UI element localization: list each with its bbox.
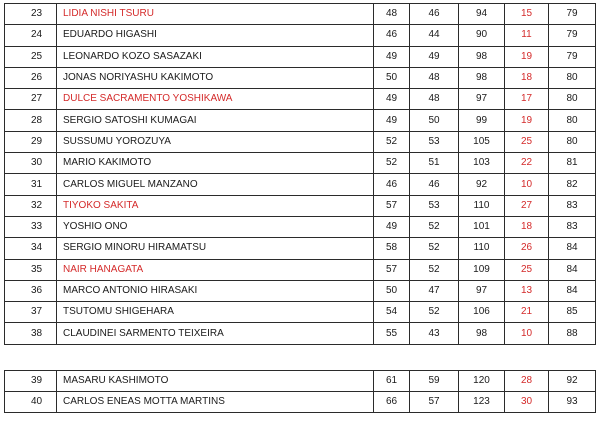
table-row bbox=[5, 216, 596, 237]
handicap-cell: 30 bbox=[505, 392, 549, 413]
score-round-1-cell: 52 bbox=[374, 131, 410, 152]
player-name-cell: TIYOKO SAKITA bbox=[57, 195, 374, 216]
total-gross-cell: 101 bbox=[459, 216, 505, 237]
score-round-2-cell: 52 bbox=[410, 259, 459, 280]
table-row bbox=[5, 371, 596, 392]
total-gross-cell: 106 bbox=[459, 302, 505, 323]
player-name-cell: NAIR HANAGATA bbox=[57, 259, 374, 280]
position-cell: 33 bbox=[5, 216, 57, 237]
total-gross-cell: 98 bbox=[459, 67, 505, 88]
player-name-cell: SUSSUMU YOROZUYA bbox=[57, 131, 374, 152]
handicap-cell: 26 bbox=[505, 238, 549, 259]
table-row bbox=[5, 25, 596, 46]
score-round-2-cell: 47 bbox=[410, 280, 459, 301]
score-round-2-cell: 48 bbox=[410, 67, 459, 88]
score-round-1-cell: 46 bbox=[374, 174, 410, 195]
handicap-cell: 17 bbox=[505, 89, 549, 110]
score-round-2-cell: 52 bbox=[410, 238, 459, 259]
player-name-cell: YOSHIO ONO bbox=[57, 216, 374, 237]
total-gross-cell: 98 bbox=[459, 46, 505, 67]
handicap-cell: 13 bbox=[505, 280, 549, 301]
handicap-cell: 21 bbox=[505, 302, 549, 323]
net-score-cell: 79 bbox=[549, 46, 596, 67]
score-round-2-cell: 48 bbox=[410, 89, 459, 110]
score-round-1-cell: 48 bbox=[374, 4, 410, 25]
player-name-cell: MASARU KASHIMOTO bbox=[57, 371, 374, 392]
position-cell: 29 bbox=[5, 131, 57, 152]
table-row bbox=[5, 46, 596, 67]
player-name-cell: LIDIA NISHI TSURU bbox=[57, 4, 374, 25]
net-score-cell: 80 bbox=[549, 110, 596, 131]
table-row bbox=[5, 323, 596, 344]
position-cell: 23 bbox=[5, 4, 57, 25]
table-row bbox=[5, 131, 596, 152]
score-round-2-cell: 51 bbox=[410, 153, 459, 174]
net-score-cell: 83 bbox=[549, 216, 596, 237]
results-table-main bbox=[4, 3, 596, 345]
position-cell: 27 bbox=[5, 89, 57, 110]
position-cell: 35 bbox=[5, 259, 57, 280]
player-name-cell: CARLOS MIGUEL MANZANO bbox=[57, 174, 374, 195]
table-row bbox=[5, 302, 596, 323]
position-cell: 37 bbox=[5, 302, 57, 323]
score-round-2-cell: 53 bbox=[410, 195, 459, 216]
score-round-2-cell: 43 bbox=[410, 323, 459, 344]
table-row bbox=[5, 153, 596, 174]
table-row bbox=[5, 195, 596, 216]
total-gross-cell: 120 bbox=[459, 371, 505, 392]
net-score-cell: 79 bbox=[549, 4, 596, 25]
score-round-1-cell: 50 bbox=[374, 280, 410, 301]
total-gross-cell: 105 bbox=[459, 131, 505, 152]
position-cell: 25 bbox=[5, 46, 57, 67]
position-cell: 24 bbox=[5, 25, 57, 46]
total-gross-cell: 90 bbox=[459, 25, 505, 46]
handicap-cell: 10 bbox=[505, 323, 549, 344]
player-name-cell: CARLOS ENEAS MOTTA MARTINS bbox=[57, 392, 374, 413]
net-score-cell: 80 bbox=[549, 67, 596, 88]
handicap-cell: 28 bbox=[505, 371, 549, 392]
handicap-cell: 11 bbox=[505, 25, 549, 46]
handicap-cell: 18 bbox=[505, 67, 549, 88]
score-round-1-cell: 58 bbox=[374, 238, 410, 259]
net-score-cell: 85 bbox=[549, 302, 596, 323]
score-round-2-cell: 53 bbox=[410, 131, 459, 152]
handicap-cell: 25 bbox=[505, 131, 549, 152]
position-cell: 38 bbox=[5, 323, 57, 344]
net-score-cell: 84 bbox=[549, 238, 596, 259]
player-name-cell: JONAS NORIYASHU KAKIMOTO bbox=[57, 67, 374, 88]
player-name-cell: MARIO KAKIMOTO bbox=[57, 153, 374, 174]
results-table-secondary-body bbox=[5, 371, 596, 413]
total-gross-cell: 109 bbox=[459, 259, 505, 280]
score-round-2-cell: 57 bbox=[410, 392, 459, 413]
score-round-2-cell: 46 bbox=[410, 4, 459, 25]
position-cell: 34 bbox=[5, 238, 57, 259]
score-round-1-cell: 52 bbox=[374, 153, 410, 174]
position-cell: 32 bbox=[5, 195, 57, 216]
table-row bbox=[5, 89, 596, 110]
handicap-cell: 22 bbox=[505, 153, 549, 174]
player-name-cell: SERGIO SATOSHI KUMAGAI bbox=[57, 110, 374, 131]
total-gross-cell: 97 bbox=[459, 89, 505, 110]
player-name-cell: TSUTOMU SHIGEHARA bbox=[57, 302, 374, 323]
handicap-cell: 10 bbox=[505, 174, 549, 195]
table-row bbox=[5, 280, 596, 301]
player-name-cell: LEONARDO KOZO SASAZAKI bbox=[57, 46, 374, 67]
position-cell: 30 bbox=[5, 153, 57, 174]
score-round-2-cell: 46 bbox=[410, 174, 459, 195]
net-score-cell: 83 bbox=[549, 195, 596, 216]
table-row bbox=[5, 392, 596, 413]
total-gross-cell: 92 bbox=[459, 174, 505, 195]
player-name-cell: DULCE SACRAMENTO YOSHIKAWA bbox=[57, 89, 374, 110]
score-round-1-cell: 50 bbox=[374, 67, 410, 88]
handicap-cell: 18 bbox=[505, 216, 549, 237]
total-gross-cell: 97 bbox=[459, 280, 505, 301]
total-gross-cell: 110 bbox=[459, 195, 505, 216]
net-score-cell: 84 bbox=[549, 259, 596, 280]
score-round-1-cell: 49 bbox=[374, 89, 410, 110]
net-score-cell: 81 bbox=[549, 153, 596, 174]
handicap-cell: 15 bbox=[505, 4, 549, 25]
score-round-2-cell: 59 bbox=[410, 371, 459, 392]
net-score-cell: 80 bbox=[549, 89, 596, 110]
handicap-cell: 27 bbox=[505, 195, 549, 216]
total-gross-cell: 123 bbox=[459, 392, 505, 413]
net-score-cell: 80 bbox=[549, 131, 596, 152]
net-score-cell: 88 bbox=[549, 323, 596, 344]
player-name-cell: MARCO ANTONIO HIRASAKI bbox=[57, 280, 374, 301]
score-round-1-cell: 54 bbox=[374, 302, 410, 323]
score-round-1-cell: 61 bbox=[374, 371, 410, 392]
score-round-1-cell: 49 bbox=[374, 216, 410, 237]
net-score-cell: 82 bbox=[549, 174, 596, 195]
position-cell: 36 bbox=[5, 280, 57, 301]
handicap-cell: 19 bbox=[505, 46, 549, 67]
table-row bbox=[5, 110, 596, 131]
total-gross-cell: 99 bbox=[459, 110, 505, 131]
score-round-2-cell: 50 bbox=[410, 110, 459, 131]
table-row bbox=[5, 174, 596, 195]
position-cell: 39 bbox=[5, 371, 57, 392]
total-gross-cell: 98 bbox=[459, 323, 505, 344]
position-cell: 28 bbox=[5, 110, 57, 131]
player-name-cell: SERGIO MINORU HIRAMATSU bbox=[57, 238, 374, 259]
handicap-cell: 25 bbox=[505, 259, 549, 280]
score-round-1-cell: 66 bbox=[374, 392, 410, 413]
score-round-1-cell: 49 bbox=[374, 46, 410, 67]
player-name-cell: EDUARDO HIGASHI bbox=[57, 25, 374, 46]
score-round-1-cell: 49 bbox=[374, 110, 410, 131]
score-round-2-cell: 44 bbox=[410, 25, 459, 46]
score-round-1-cell: 57 bbox=[374, 195, 410, 216]
total-gross-cell: 110 bbox=[459, 238, 505, 259]
net-score-cell: 93 bbox=[549, 392, 596, 413]
table-row bbox=[5, 67, 596, 88]
table-row bbox=[5, 4, 596, 25]
score-round-2-cell: 52 bbox=[410, 302, 459, 323]
player-name-cell: CLAUDINEI SARMENTO TEIXEIRA bbox=[57, 323, 374, 344]
results-table-main-body bbox=[5, 4, 596, 345]
net-score-cell: 79 bbox=[549, 25, 596, 46]
position-cell: 26 bbox=[5, 67, 57, 88]
net-score-cell: 84 bbox=[549, 280, 596, 301]
score-round-2-cell: 52 bbox=[410, 216, 459, 237]
total-gross-cell: 94 bbox=[459, 4, 505, 25]
handicap-cell: 19 bbox=[505, 110, 549, 131]
score-round-2-cell: 49 bbox=[410, 46, 459, 67]
results-table-secondary bbox=[4, 370, 596, 413]
position-cell: 31 bbox=[5, 174, 57, 195]
table-row bbox=[5, 238, 596, 259]
position-cell: 40 bbox=[5, 392, 57, 413]
total-gross-cell: 103 bbox=[459, 153, 505, 174]
score-round-1-cell: 46 bbox=[374, 25, 410, 46]
score-round-1-cell: 55 bbox=[374, 323, 410, 344]
table-row bbox=[5, 259, 596, 280]
net-score-cell: 92 bbox=[549, 371, 596, 392]
score-round-1-cell: 57 bbox=[374, 259, 410, 280]
